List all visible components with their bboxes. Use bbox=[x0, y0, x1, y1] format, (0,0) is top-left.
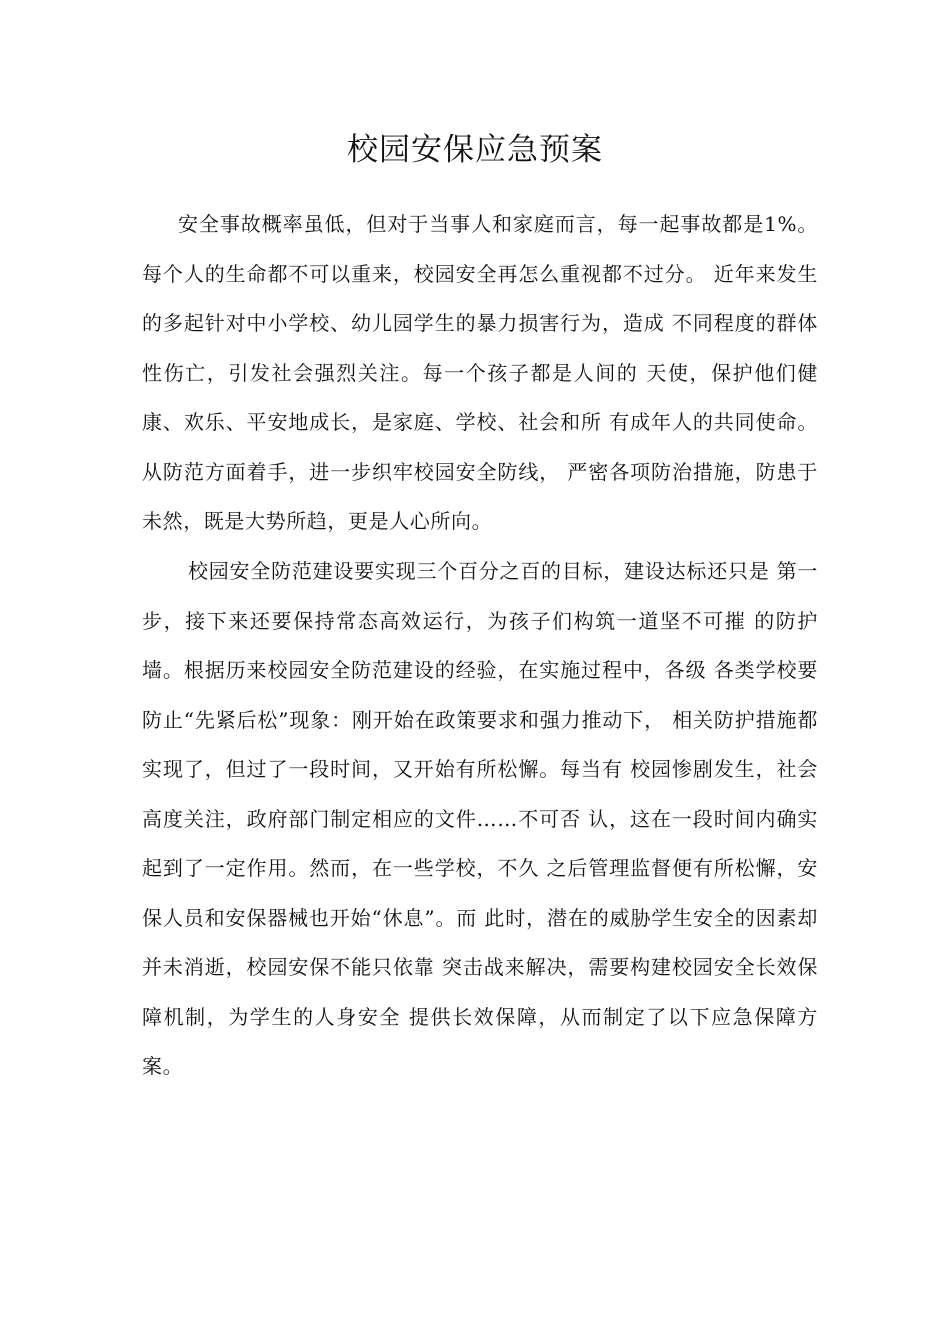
paragraph-safety-construction: 校园安全防范建设要实现三个百分之百的目标，建设达标还只是 第一步，接下来还要保持常态高效运行，为孩子们构筑一道坚不可摧 的防护墙。根据历来校园安全防范建设的经验，在实施过程中，各级 各类学校要防止“先紧后松”现象：刚开始在政策要求和强力推动下， 相关防护措施都实现了，但过了一段时间，又开始有所松懈。每当有 校园惨剧发生，社会高度关注，政府部门制定相应的文件……不可否 认，这在一段时间内确实起到了一定作用。然而，在一些学校，不久 之后管理监督便有所松懈，安保人员和安保器械也开始“休息”。而 此时，潜在的威胁学生安全的因素却并未消逝，校园安保不能只依靠 突击战来解决，需要构建校园安全长效保障机制，为学生的人身安全 提供长效保障，从而制定了以下应急保障方案。 bbox=[142, 559, 818, 1078]
paragraph-intro: 安全事故概率虽低，但对于当事人和家庭而言，每一起事故都是1%。每个人的生命都不可以重来，校园安全再怎么重视都不过分。 近年来发生的多起针对中小学校、幼儿园学生的暴力损害行为，造成 不同程度的群体性伤亡，引发社会强烈关注。每一个孩子都是人间的 天使，保护他们健康、欢乐、平安地成长，是家庭、学校、社会和所 有成年人的共同使命。从防范方面着手，进一步织牢校园安全防线， 严密各项防治措施，防患于未然，既是大势所趋，更是人心所向。 bbox=[142, 212, 818, 533]
document-title: 校园安保应急预案 bbox=[347, 132, 603, 168]
